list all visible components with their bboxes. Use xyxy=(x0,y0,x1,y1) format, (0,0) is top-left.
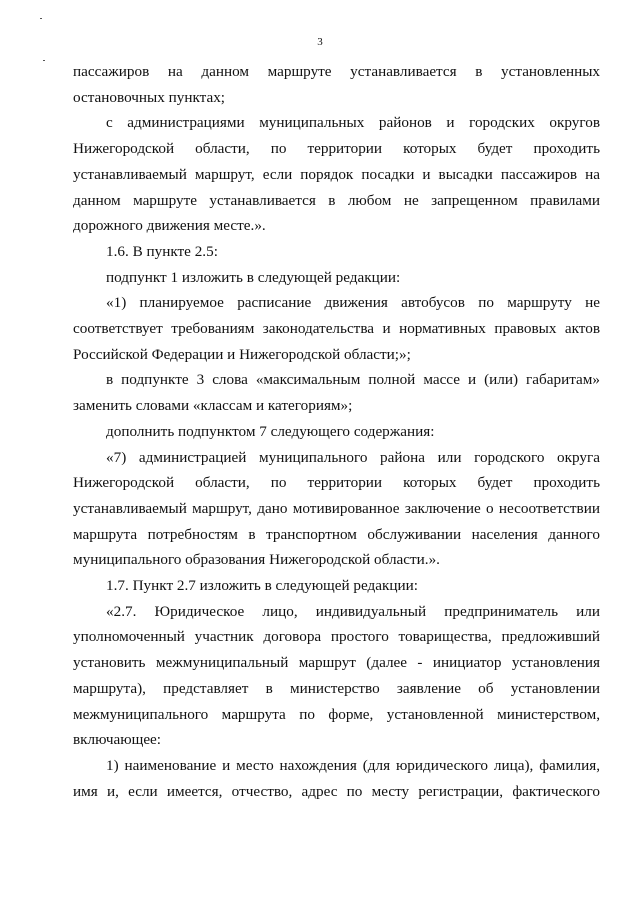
page-number: 3 xyxy=(317,36,323,48)
paragraph: 1.6. В пункте 2.5: xyxy=(106,242,218,260)
paragraph: пассажиров на данном маршруте устанавливается в установленных остановочных пунктах; xyxy=(73,63,600,106)
scan-mark xyxy=(43,60,45,61)
paragraph: «2.7. Юридическое лицо, индивидуальный предприниматель или уполномоченный участник договора простого товарищества, предложивший установить межмуниципальный маршрут (далее - инициатор установления маршрута), представляет в министерство заявление об установлении межмуниципального маршрута по форме, установленной министерством, включающее: xyxy=(73,602,600,749)
paragraph: подпункт 1 изложить в следующей редакции: xyxy=(106,268,401,286)
paragraph: 1) наименование и место нахождения (для юридического лица), фамилия, имя и, если имеется, отчество, адрес по месту регистрации, фактического xyxy=(73,756,600,800)
paragraph: 1.7. Пункт 2.7 изложить в следующей редакции: xyxy=(106,577,419,595)
scan-mark xyxy=(40,18,42,19)
paragraph: с администрациями муниципальных районов и городских округов Нижегородской области, по территории которых будет проходить устанавливаемый маршрут, если порядок посадки и высадки пассажиров на данном маршруте устанавливается в любом не запрещенном правилами дорожного движения месте.». xyxy=(73,114,600,235)
paragraph: дополнить подпунктом 7 следующего содержания: xyxy=(106,422,435,440)
paragraph: в подпункте 3 слова «максимальным полной массе и (или) габаритам» заменить словами «классам и категориям»; xyxy=(73,371,600,415)
paragraph: «7) администрацией муниципального района или городского округа Нижегородской области, по территории которых будет проходить устанавливаемый маршрут, дано мотивированное заключение о несоответствии маршрута потребностям в транспортном обслуживании населения данного муниципального образования Нижегородской области.». xyxy=(73,448,600,569)
document-text xyxy=(73,59,600,804)
paragraph: «1) планируемое расписание движения автобусов по маршруту не соответствует требованиям законодательства и нормативных правовых актов Российской Федерации и Нижегородской области;»; xyxy=(73,294,600,363)
